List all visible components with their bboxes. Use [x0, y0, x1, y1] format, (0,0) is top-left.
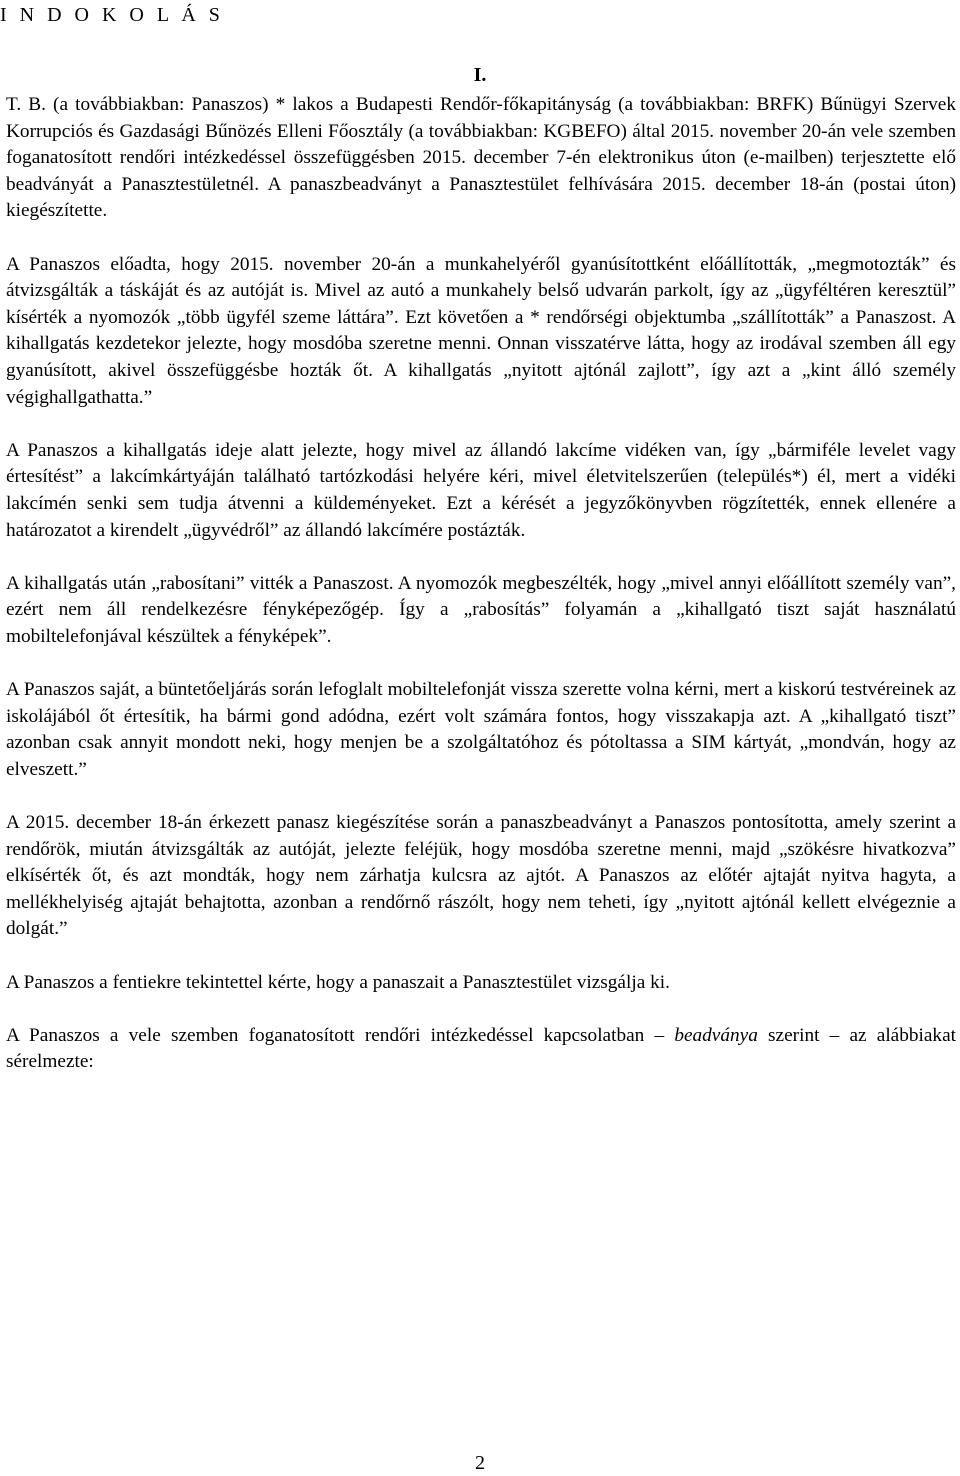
paragraph-8-start: A Panaszos a vele szemben foganatosított rendőri intézkedéssel kapcsolatban – [6, 1024, 675, 1046]
paragraph-3: A Panaszos a kihallgatás ideje alatt jelezte, hogy mivel az állandó lakcíme vidéken van, így „bármiféle levelet vagy értesítést” a lakcímkártyáján található tartózkodási helyére kéri, mivel életvitelszerűen (település*) él, mert a vidéki lakcímén senki sem tudja átvenni a küldeményeket. Ezt a kérését a jegyzőkönyvben rögzítették, ennek ellenére a határozatot a kirendelt „ügyvédről” az állandó lakcímére postázták. [6, 439, 956, 541]
paragraph-5: A Panaszos saját, a büntetőeljárás során lefoglalt mobiltelefonját vissza szerette volna kérni, mert a kiskorú testvéreinek az iskolájából őt értesítik, ha bármi gond adódna, ezért volt számára fontos, hogy visszakapja azt. A „kihallgató tiszt” azonban csak annyit mondott neki, hogy menjen be a szolgáltatóhoz és pótoltassa a SIM kártyát, „mondván, hogy az elveszett.” [6, 679, 956, 780]
paragraph-1: T. B. (a továbbiakban: Panaszos) * lakos a Budapesti Rendőr-főkapitányság (a továbbiakban: BRFK) Bűnügyi Szervek Korrupciós és Gazdasági Bűnözés Elleni Főosztály (a továbbiakban: KGBEFO) által 2015. november 20-án vele szemben foganatosított rendőri intézkedéssel összefüggésben 2015. december 7-én elektronikus úton (e-mailben) terjesztette elő beadványát a Panasztestületnél. A panaszbeadványt a Panasztestület felhívására 2015. december 18-án (postai úton) kiegészítette. [6, 94, 956, 222]
document-heading: I N D O K O L Á S [0, 4, 224, 26]
document-body [6, 92, 956, 1076]
paragraph-2: A Panaszos előadta, hogy 2015. november 20-án a munkahelyéről gyanúsítottként előállították, „megmotozták” és átvizsgálták a táskáját és az autóját is. Mivel az autó a munkahely belső udvarán parkolt, így az „ügyféltéren keresztül” kísérték a nyomozók „több ügyfél szeme láttára”. Ezt követően a * rendőrségi objektumba „szállították” a Panaszost. A kihallgatás kezdetekor jelezte, hogy mosdóba szeretne menni. Onnan visszatérve látta, hogy az irodával szemben áll egy gyanúsított, akivel összefüggésbe hozták őt. A kihallgatás „nyitott ajtónál zajlott”, így azt a „kint álló személy végighallgathatta.” [6, 253, 956, 408]
paragraph-8-italic: beadványa [674, 1024, 758, 1046]
paragraph-8-end: szerint – az alábbiakat sérelmezte: [6, 1024, 956, 1073]
paragraph-6: A 2015. december 18-án érkezett panasz kiegészítése során a panaszbeadványt a Panaszos pontosította, amely szerint a rendőrök, miután átvizsgálták az autóját, jelezte feléjük, hogy mosdóba szeretne menni, majd „szökésre hivatkozva” elkísérték őt, és azt mondták, hogy nem zárhatja kulcsra az ajtót. A Panaszos az előtér ajtaját nyitva hagyta, a mellékhelyiség ajtaját behajtotta, azonban a rendőrnő rászólt, hogy nem teheti, így „nyitott ajtónál kellett elvégeznie a dolgát.” [6, 812, 956, 940]
paragraph-4: A kihallgatás után „rabosítani” vitték a Panaszost. A nyomozók megbeszélték, hogy „mivel annyi előállított személy van”, ezért nem áll rendelkezésre fényképezőgép. Így a „rabosítás” folyamán a „kihallgató tiszt saját használatú mobiltelefonjával készültek a fényképek”. [6, 572, 956, 647]
paragraph-8 [6, 1023, 956, 1076]
paragraph-7: A Panaszos a fentiekre tekintettel kérte, hogy a panaszait a Panasztestület vizsgálja ki. [6, 971, 670, 993]
section-number: I. [473, 64, 487, 86]
page-number: 2 [475, 1452, 485, 1474]
